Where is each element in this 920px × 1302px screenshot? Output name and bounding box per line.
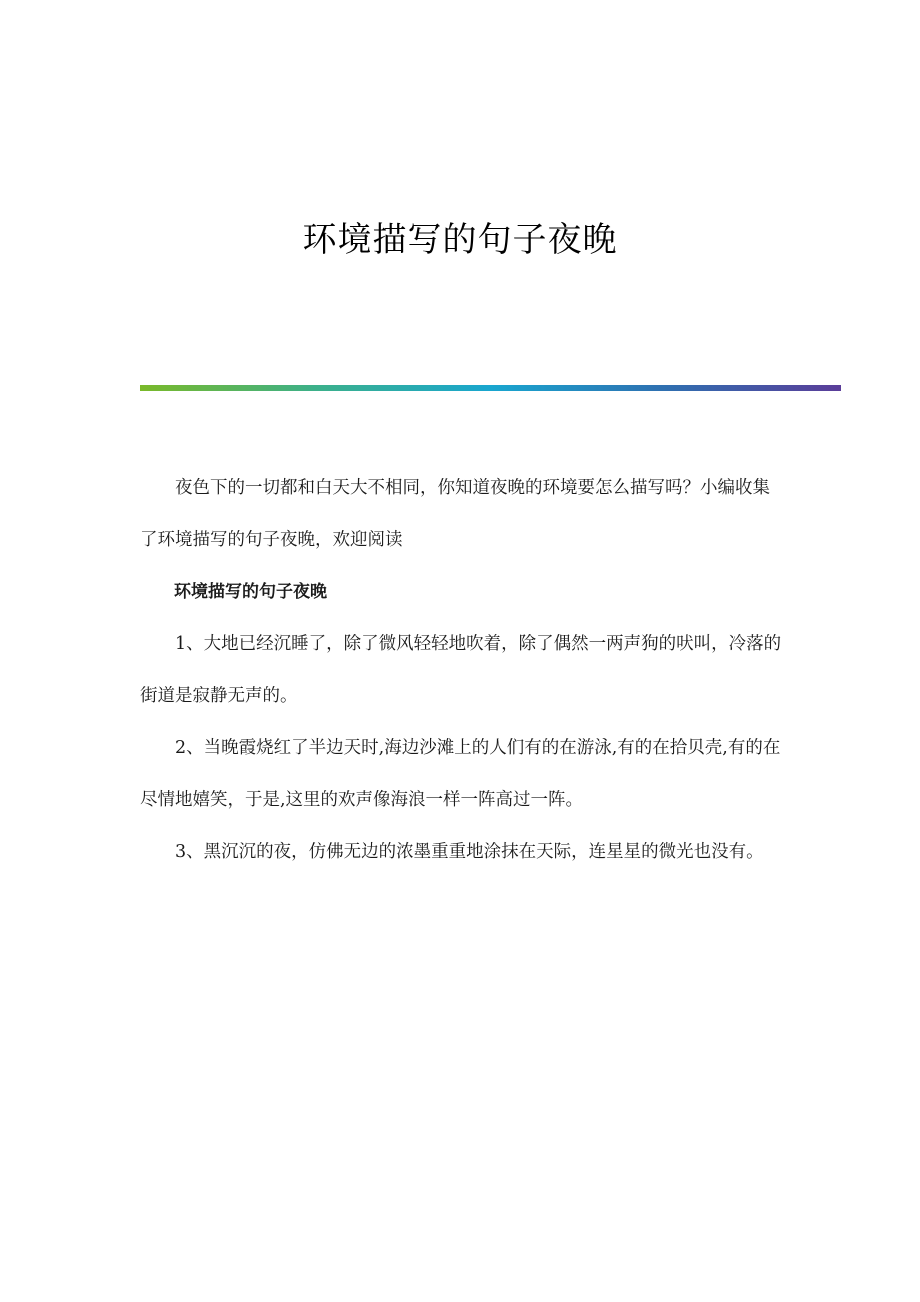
intro-paragraph: 夜色下的一切都和白天大不相同，你知道夜晚的环境要怎么描写吗？小编收集了环境描写的句子夜晚，欢迎阅读 [140, 478, 770, 550]
section-subheading: 环境描写的句子夜晚 [174, 582, 327, 602]
list-item: 3、黑沉沉的夜，仿佛无边的浓墨重重地涂抹在天际，连星星的微光也没有。 [175, 842, 764, 862]
document-title: 环境描写的句子夜晚 [302, 220, 618, 260]
list-item: 2、当晚霞烧红了半边天时,海边沙滩上的人们有的在游泳,有的在拾贝壳,有的在尽情地嬉笑，于是,这里的欢声像海浪一样一阵高过一阵。 [140, 738, 781, 810]
gradient-divider [140, 385, 841, 391]
document-body [140, 462, 785, 878]
list-item: 1、大地已经沉睡了，除了微风轻轻地吹着，除了偶然一两声狗的吠叫，冷落的街道是寂静无声的。 [140, 634, 782, 706]
